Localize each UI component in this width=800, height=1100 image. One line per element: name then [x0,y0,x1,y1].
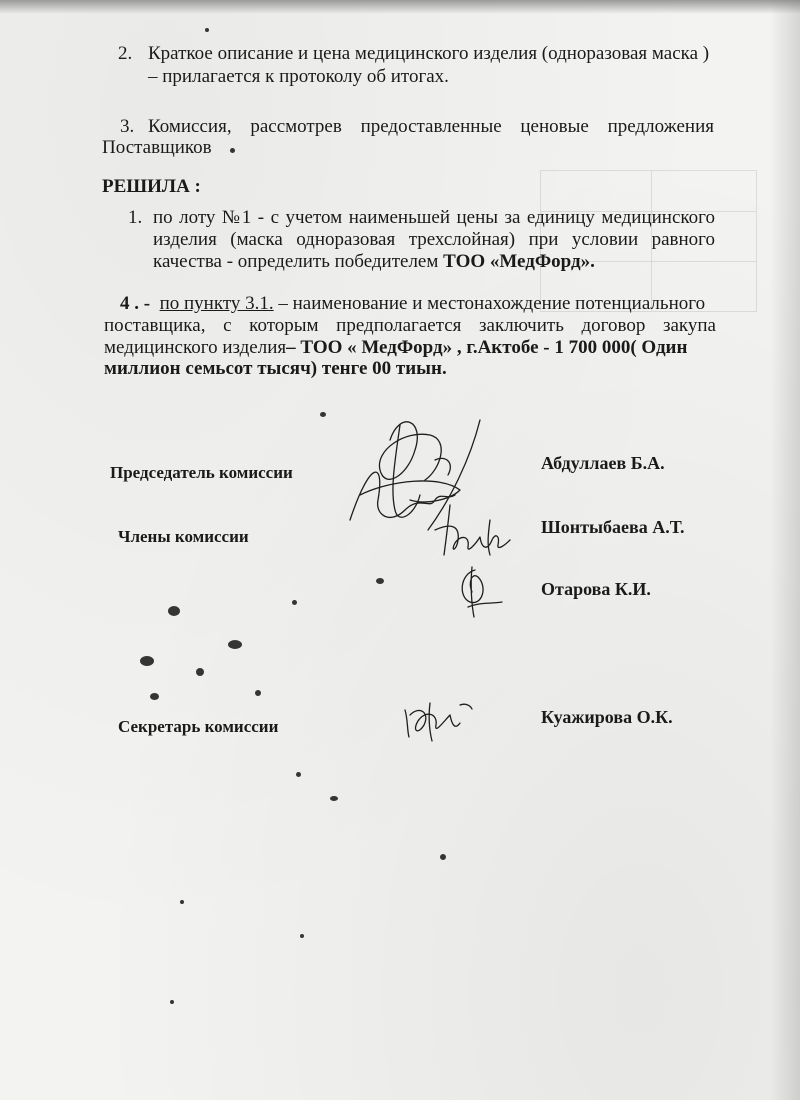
item-3-number: 3. [120,116,135,137]
point4-prefix: 4 . - [120,293,151,314]
item-2-number: 2. [118,43,133,64]
ink-speck [140,656,154,666]
member-1-signature [430,495,530,565]
lot-line2: изделия (маска одноразовая трехслойная) при условии равного [153,229,715,250]
ink-speck [170,1000,174,1004]
ink-speck [150,693,159,700]
secretary-signature [400,695,480,745]
secretary-label: Секретарь комиссии [118,717,279,736]
ink-speck [196,668,204,676]
point4-line2: поставщика, с которым предполагается заключить договор закупа [104,315,716,336]
ink-speck [168,606,180,616]
ink-speck [255,690,261,696]
ink-speck [440,854,446,860]
member-1-name: Шонтыбаева А.Т. [541,517,685,537]
lot-line1: по лоту №1 - с учетом наименьшей цены за единицу медицинского [153,207,715,228]
members-label: Члены комиссии [118,527,249,546]
winner-name: ТОО «МедФорд». [443,251,595,272]
ink-speck [205,28,209,32]
ink-speck [330,796,338,801]
item-2-line2: – прилагается к протоколу об итогах. [148,66,449,87]
ink-speck [300,934,304,938]
secretary-name: Куажирова О.К. [541,707,673,727]
point4-supplier-amount: – ТОО « МедФорд» , г.Актобе - 1 700 000( Один [286,337,688,358]
item-3-line2: Поставщиков [102,137,212,158]
point4-line4: миллион семьсот тысяч) тенге 00 тиын. [104,358,447,379]
ink-speck [292,600,297,605]
item-2-line1: Краткое описание и цена медицинского изделия (одноразовая маска ) [148,43,710,64]
chairman-label: Председатель комиссии [110,463,293,482]
member-2-signature [450,562,510,622]
lot-number: 1. [128,207,143,228]
point4-line3 [104,337,687,359]
scan-right-shadow [770,0,800,1100]
lot-line3 [153,251,595,273]
point4-line1 [120,293,715,315]
scan-top-shadow [0,0,800,14]
item-3-line1: Комиссия, рассмотрев предоставленные ценовые предложения [148,116,714,137]
decision-heading: РЕШИЛА : [102,176,201,197]
ink-speck [320,412,326,417]
lot-line3-text: качества - определить победителем [153,251,444,272]
ink-speck [376,578,384,584]
ink-speck [228,640,242,649]
ink-speck [296,772,301,777]
point4-line1-rest: – наименование и местонахождение потенциального [273,293,706,314]
point4-line3-text: медицинского изделия [104,337,287,358]
member-2-name: Отарова К.И. [541,579,651,599]
chairman-name: Абдуллаев Б.А. [541,453,665,473]
ink-speck [180,900,184,904]
point4-reference: по пункту 3.1. [159,293,274,314]
ink-speck [230,148,235,153]
